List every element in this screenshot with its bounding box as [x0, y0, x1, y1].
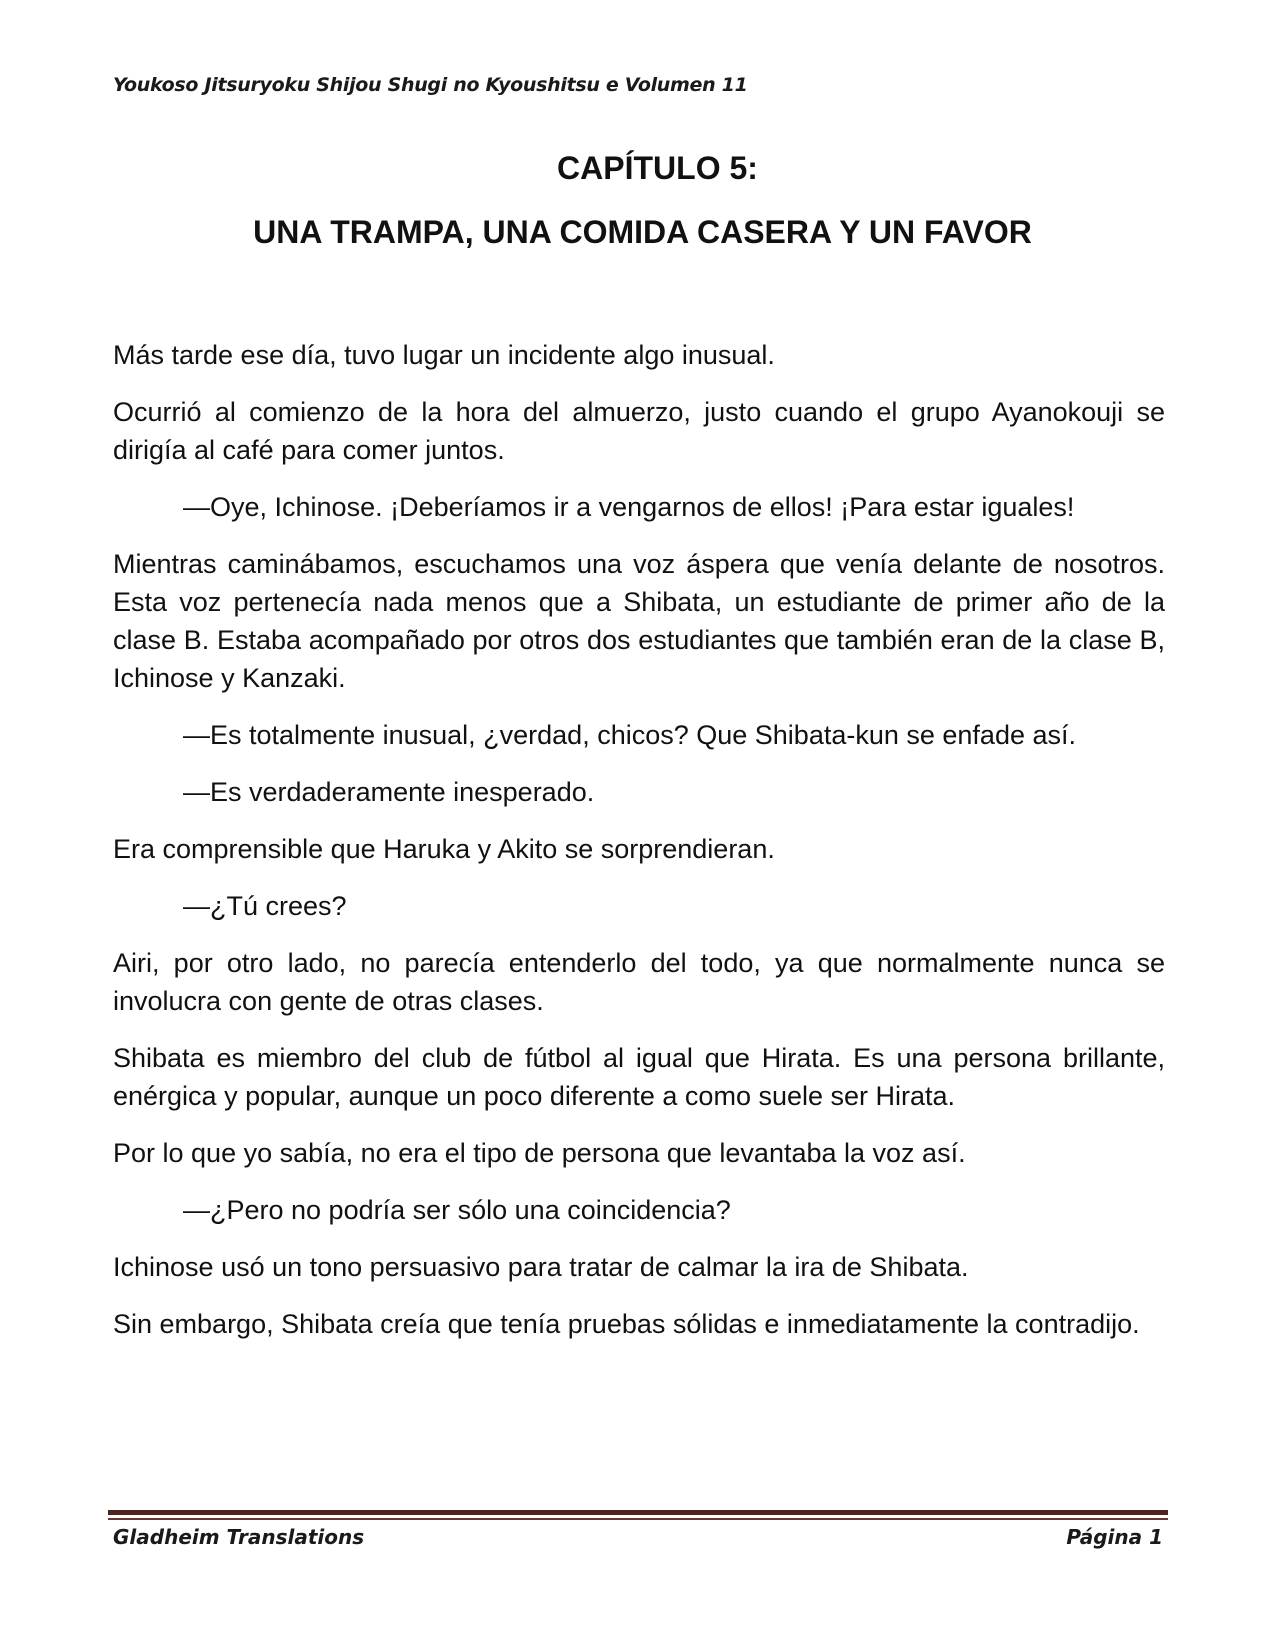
paragraph: Mientras caminábamos, escuchamos una voz áspera que venía delante de nosotros. Esta voz pertenecía nada menos que a Shibata, un estudiante de primer año de la clase B. Estaba acompañado por otros dos estudiantes que también eran de la clase B, Ichinose y Kanzaki. [113, 549, 1165, 693]
dialogue-line: —Es verdaderamente inesperado. [183, 777, 595, 807]
paragraph: Sin embargo, Shibata creía que tenía pruebas sólidas e inmediatamente la contradijo. [113, 1309, 1140, 1339]
footer-divider-thin [108, 1518, 1168, 1520]
body-text [113, 336, 1165, 1362]
dialogue-line: —Es totalmente inusual, ¿verdad, chicos? Que Shibata-kun se enfade así. [183, 720, 1077, 750]
page-footer [113, 1525, 1163, 1549]
paragraph: Ichinose usó un tono persuasivo para tratar de calmar la ira de Shibata. [113, 1252, 969, 1282]
chapter-title: UNA TRAMPA, UNA COMIDA CASERA Y UN FAVOR [253, 214, 1032, 250]
paragraph: Más tarde ese día, tuvo lugar un incidente algo inusual. [113, 340, 775, 370]
dialogue-line: —¿Tú crees? [183, 891, 347, 921]
paragraph: Por lo que yo sabía, no era el tipo de persona que levantaba la voz así. [113, 1138, 966, 1168]
paragraph: Era comprensible que Haruka y Akito se sorprendieran. [113, 834, 775, 864]
running-header: Youkoso Jitsuryoku Shijou Shugi no Kyoushitsu e Volumen 11 [113, 74, 748, 96]
dialogue-line: —¿Pero no podría ser sólo una coincidencia? [183, 1195, 731, 1225]
paragraph: Ocurrió al comienzo de la hora del almuerzo, justo cuando el grupo Ayanokouji se dirigía al café para comer juntos. [113, 397, 1165, 465]
paragraph: Shibata es miembro del club de fútbol al igual que Hirata. Es una persona brillante, enérgica y popular, aunque un poco diferente a como suele ser Hirata. [113, 1043, 1165, 1111]
paragraph: Airi, por otro lado, no parecía entenderlo del todo, ya que normalmente nunca se involucra con gente de otras clases. [113, 948, 1165, 1016]
page-number: Página 1 [1066, 1525, 1163, 1549]
chapter-number: CAPÍTULO 5: [557, 150, 758, 186]
dialogue-line: —Oye, Ichinose. ¡Deberíamos ir a vengarnos de ellos! ¡Para estar iguales! [183, 492, 1075, 522]
footer-translator: Gladheim Translations [113, 1525, 365, 1549]
footer-divider [108, 1510, 1168, 1515]
